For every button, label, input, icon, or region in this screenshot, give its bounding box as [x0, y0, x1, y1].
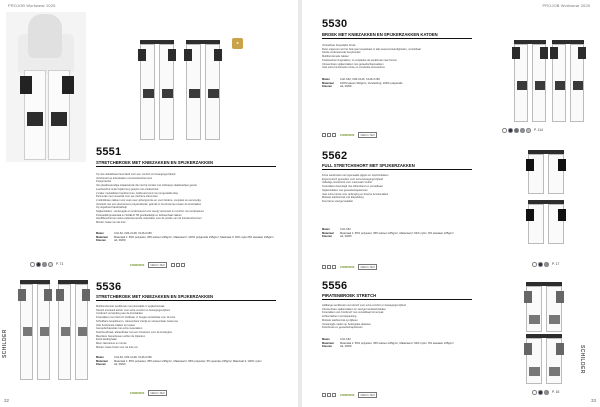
feature-item: Cordura® versterking aan de kniezakken [96, 312, 144, 316]
feature-list [322, 174, 472, 204]
feature-item: Leerbeschut onder bijde heup gesprit met ontdoerheid [96, 187, 159, 191]
certifications [322, 392, 377, 398]
feature-item: Vele functionele zakken en lussen [96, 323, 136, 327]
product-image-5551-back [186, 40, 220, 140]
feature-item: Ergonomisch gesneden voor extra bewegingsvrijheid [322, 177, 383, 181]
spec-label: Materiaal [96, 359, 108, 363]
feature-item: Meerdere hamerlussen achter de zijkanten [96, 334, 146, 338]
model-hood [28, 14, 62, 58]
left-page [0, 0, 298, 407]
feature-item: Duimbouzhaak, afstandbaar met een broekrem voor de knielogica [96, 330, 172, 334]
spec-label: Materiaal [322, 341, 334, 345]
feature-item: Kniepaddingmateriaal en SHIELD TM gestiketkelijk en fellowerhaal zakken [96, 213, 182, 217]
certifications [130, 262, 185, 268]
title-underline [322, 299, 472, 300]
feature-item: Volledige stretchstof voor maximaal comfort [322, 181, 373, 185]
spec-label: Materiaal [322, 81, 334, 85]
feature-item: Korte werkbroek met ingenaaide pijpjes en stretchstukken [322, 174, 389, 177]
color-swatch[interactable] [532, 262, 537, 267]
spec-table [96, 356, 286, 367]
feature-item: Uitneembare spijkerzakken en stevige handwerkzakken [322, 307, 387, 311]
spec-value: wit, 09/09 [114, 363, 126, 367]
oekotex-logo: OEKO-TEX [360, 265, 375, 269]
spec-value: Materiaal 1: 65% polyester, 35% katoen 245g/m², Materiaal 2: 95% polyester, 5% spandex 245g/m² Materiaal 3: 100% nylon [114, 359, 262, 363]
color-swatch[interactable] [48, 262, 53, 267]
spec-label: Maten [322, 338, 330, 341]
feature-item: Op uitgebreid handzakhulp [96, 206, 128, 210]
bleach-icon [332, 265, 336, 269]
iron-icon [327, 265, 331, 269]
color-swatch[interactable] [514, 128, 519, 133]
product-number: 5536 [96, 281, 122, 293]
fit-badge-icon: ★ [232, 38, 243, 49]
bleach-icon [332, 393, 336, 397]
color-swatch[interactable] [30, 262, 35, 267]
feature-item: Van plastbestendige inlaatsstrook die niet bij contact met stofwanje slaatboethjes gerato [96, 184, 197, 188]
page-reference: P. 17 [552, 262, 560, 267]
feature-item: Halflange werkbroek met stretch voor extra comfort en bewegingsvrijheid [322, 304, 406, 307]
feature-item: Hoofdbeschermer wekt-ondersteunende materialen voor de positie van de kniebeschermers [96, 217, 202, 221]
spec-value: wit, 09/09 [340, 235, 352, 239]
product-number: 5551 [96, 146, 122, 158]
product-number: 5530 [322, 18, 348, 30]
feature-item: Minder zwaar van de knie [96, 221, 126, 225]
spec-value: Materiaal 1: 65% polyester, 35% katoen 245g/m², Materiaal 2: 92% nylon, 8% elastaan 245g/m² [340, 231, 454, 235]
product-image-5536-back [58, 280, 88, 380]
spec-value: C42-C62, C84-C126, C146-C156 [340, 78, 380, 81]
product-image-5562-back [528, 200, 564, 244]
care-icons [322, 393, 336, 397]
feature-list [322, 44, 472, 70]
section-tab: SCHILDER [579, 345, 586, 374]
care-icons [322, 133, 336, 137]
oekotex-logo: OEKO-TEX [150, 263, 165, 267]
spec-label: Maten [322, 78, 330, 81]
feature-item: Multifunctionele werkbroek met plooiwijdte in spijkerbiezaak [96, 305, 165, 308]
feature-item: Verstevigde naden op belangrijke plaatsen [322, 322, 371, 326]
feature-item: Minder zware broek voor de knie om [96, 345, 138, 349]
model-knee-left [27, 112, 43, 126]
spec-table [322, 228, 482, 239]
feature-item: 2 zaker metstelbare handrommen, beldeverzurmd met omgestelde klep [96, 191, 179, 195]
feature-list [322, 304, 472, 330]
care-icons [322, 265, 336, 269]
feature-item: Verstelbare heupwijdte broek [322, 44, 356, 47]
iron-icon [176, 263, 180, 267]
spec-value: Materiaal 1: 65% polyester, 35% katoen 245g/m², Materiaal 2: 100% polyamide 245g/m², Materiaal 3: 92% nylon 8% elastaan 245g/m² [114, 235, 274, 239]
page-header-right: PROJOB Workwear 2025 [542, 3, 590, 8]
spec-value: C44-62, C84-C128, C146-C156 [114, 232, 152, 235]
wash-icon [322, 133, 326, 137]
color-swatch[interactable] [508, 128, 513, 133]
spec-label: Maten [322, 228, 330, 231]
page-number: 33 [590, 398, 596, 403]
spec-label: Kleuren [96, 363, 107, 367]
bleach-icon [332, 133, 336, 137]
wash-icon [322, 265, 326, 269]
page-reference: P. 114 [534, 128, 543, 133]
section-tab: SCHILDER [2, 329, 8, 358]
code5000-logo: CODE5000 [340, 133, 355, 137]
product-name: FULL STRETCHSHORT MET SPIJKERZAKKEN [322, 163, 415, 168]
oekotex-logo: OEKO-TEX [150, 391, 165, 395]
wash-icon [322, 393, 326, 397]
title-underline [96, 166, 276, 167]
spec-table [322, 78, 482, 89]
certifications [130, 390, 167, 396]
certifications [322, 264, 377, 270]
feature-item: Gereedschapszak met extra mesvakken [96, 327, 143, 331]
feature-item: Sterke ondersteunde heupbundel [322, 51, 361, 55]
feature-item: 2 uitknikbare zakken voor veel meer opbergruimte en voor heldere, compleet en eenvoudig. [96, 198, 202, 202]
spec-value: C44-C62 [340, 338, 351, 341]
model-photo [6, 12, 86, 162]
spec-label: Maten [96, 356, 104, 359]
feature-list [96, 305, 276, 349]
color-swatch[interactable] [544, 390, 549, 395]
feature-item: Uitneembare spijkerzakken met gereedschapsvakken [322, 62, 384, 66]
feature-item: Kniezakken bevestigd met klittenband en verstelbaar [322, 185, 383, 189]
spec-label: Materiaal [322, 231, 334, 235]
spec-value: Materiaal 1: 65% polyester, 35% katoen 245g/m², Materiaal 2: 92% nylon, 8% elastaan 245g/m² [340, 341, 454, 345]
feature-item: Meer zakvolume en ruimte [96, 342, 127, 346]
color-swatches [532, 262, 559, 267]
certifications [322, 132, 377, 138]
feature-item: Versterkt met een duurzamere polyamidezak, gebruik in het kruismes tussen de kniezakken [96, 202, 202, 206]
spec-value: wit, 09/09 [340, 345, 352, 349]
feature-item: Kniebeschermingzakken, zo verplaatst de werkbroek naar binnen [322, 58, 398, 62]
right-page [302, 0, 600, 407]
product-image-5530-back [552, 40, 584, 122]
spec-label: Materiaal [96, 235, 108, 239]
feature-item: Achterzakken met klepsluiting [322, 315, 357, 319]
feature-item: Kniezakken met Velcro® sluitbaar, in hoogte verstelbaar voor de knie [96, 316, 176, 320]
feature-list [96, 173, 276, 225]
code5000-logo: CODE5000 [130, 391, 145, 395]
spec-value: wit, 09/09 [114, 239, 126, 243]
product-image-5556-back [526, 334, 562, 384]
wash-icon [171, 263, 175, 267]
spec-value: C44-C62 [340, 228, 351, 231]
feature-item: Mobiele telefoonzak met klepsluiting [322, 196, 364, 200]
spec-label: Kleuren [322, 345, 333, 349]
iron-icon [327, 133, 331, 137]
code5000-logo: CODE5000 [340, 393, 355, 397]
spec-label: Kleuren [322, 85, 333, 89]
feature-item: Op niet-uitlokkbaar bevorderd voor een comfort en bewegingsvrijheid [96, 173, 176, 176]
feature-item: Veel extra functionele ruimte en versterkte accessoires [322, 66, 385, 70]
feature-item: Spijkerzakken, verstevigde en ondersteund voor stevig vertrouwd en comfort. Het ondersteunt [96, 210, 204, 214]
title-underline [96, 300, 276, 301]
feature-item: Schuifbare heupkleuren, uitneembare ziterijs en uitneembaar zware tas [96, 319, 178, 323]
product-image-5530-front [514, 40, 546, 122]
code5000-logo: CODE5000 [340, 265, 355, 269]
spec-table [96, 232, 286, 243]
color-swatch[interactable] [36, 262, 41, 267]
feature-item: Spijkerzakken met gereedschapslussen [322, 188, 368, 192]
feature-item: Knieprotectie [96, 180, 112, 184]
spec-label: Kleuren [322, 235, 333, 239]
model-pocket-left [20, 76, 32, 94]
color-swatch[interactable] [502, 128, 507, 133]
product-name: BROEK MET KNIEZAKKEN EN SPIJKERZAKKEN KATOEN [322, 32, 438, 37]
feature-item: Pennezak met mouwzak voor per-zachtere inkomsten [96, 195, 158, 199]
oekotex-logo: OEKO-TEX [360, 133, 375, 137]
spec-value: C44-62, C84-C128, C146-C156 [114, 356, 152, 359]
color-swatch[interactable] [532, 390, 537, 395]
product-image-5556-front [526, 282, 562, 332]
spec-label: Maten [96, 232, 104, 235]
color-swatches [532, 390, 559, 395]
feature-item: Stretch inzetstuk achter voor extra comfort en bewegingsvrijheid [96, 308, 170, 312]
feature-item: Duurzame stevige kwaliteit [322, 199, 353, 203]
page-reference: P. 71 [56, 262, 64, 267]
feature-item: Ruim uitgerust met het hele jaar toepasbaar in alle weersomstandigheden, verstelbaar [322, 47, 422, 51]
feature-item: Extra kledinghaak [96, 338, 117, 342]
product-image-5562-front [528, 150, 564, 194]
page-number: 32 [4, 398, 10, 403]
spec-value: 100% katoen 340g/m², Versterking: 100% polyamide [340, 81, 403, 85]
product-name: STRETCHBROEK MET KNIEZAKKEN EN SPIJKERZAKKEN [96, 294, 214, 299]
feature-item: Multifunctionele zakken [322, 55, 349, 59]
page-reference: P. 16 [552, 390, 560, 395]
spec-label: Kleuren [96, 239, 107, 243]
color-swatch[interactable] [520, 128, 525, 133]
product-image-5551-front [140, 40, 174, 140]
title-underline [322, 169, 472, 170]
color-swatch[interactable] [538, 390, 543, 395]
color-swatch[interactable] [42, 262, 47, 267]
title-underline [322, 38, 472, 39]
color-swatch[interactable] [538, 262, 543, 267]
product-image-5536-front [20, 280, 50, 380]
page-header-left: PROJOB Workwear 2025 [8, 3, 56, 8]
color-swatches [502, 128, 543, 133]
feature-item: Kniezakken van Cordura® met verstelbaar binnenvak [322, 311, 384, 315]
color-swatch[interactable] [544, 262, 549, 267]
model-pocket-right [62, 76, 74, 94]
iron-icon [327, 393, 331, 397]
bleach-icon [181, 263, 185, 267]
feature-item: Duimbroek en gereedschapslussen [322, 326, 363, 330]
color-swatches [30, 262, 63, 267]
spec-table [322, 338, 482, 349]
product-number: 5562 [322, 150, 348, 162]
oekotex-logo: OEKO-TEX [360, 393, 375, 397]
product-name: STRETCHBROEK MET KNIEZAKKEN EN SPIJKERZAKKEN [96, 160, 214, 165]
feature-item: Veel extra ruimte voor opberging en diverse functionaliteit [322, 192, 389, 196]
care-icons [171, 263, 185, 267]
product-number: 5556 [322, 280, 348, 292]
code5000-logo: CODE5000 [130, 263, 145, 267]
spec-value: wit, 09/09 [340, 85, 352, 89]
feature-item: Mobiele telefoonzak op dijbeen [322, 318, 358, 322]
model-knee-right [51, 112, 67, 126]
feature-item: Voorbereid op kniestukken met kniebeschermers [96, 176, 153, 180]
product-name: PIRATENBROEK STRETCH [322, 293, 377, 298]
color-swatch[interactable] [526, 128, 531, 133]
